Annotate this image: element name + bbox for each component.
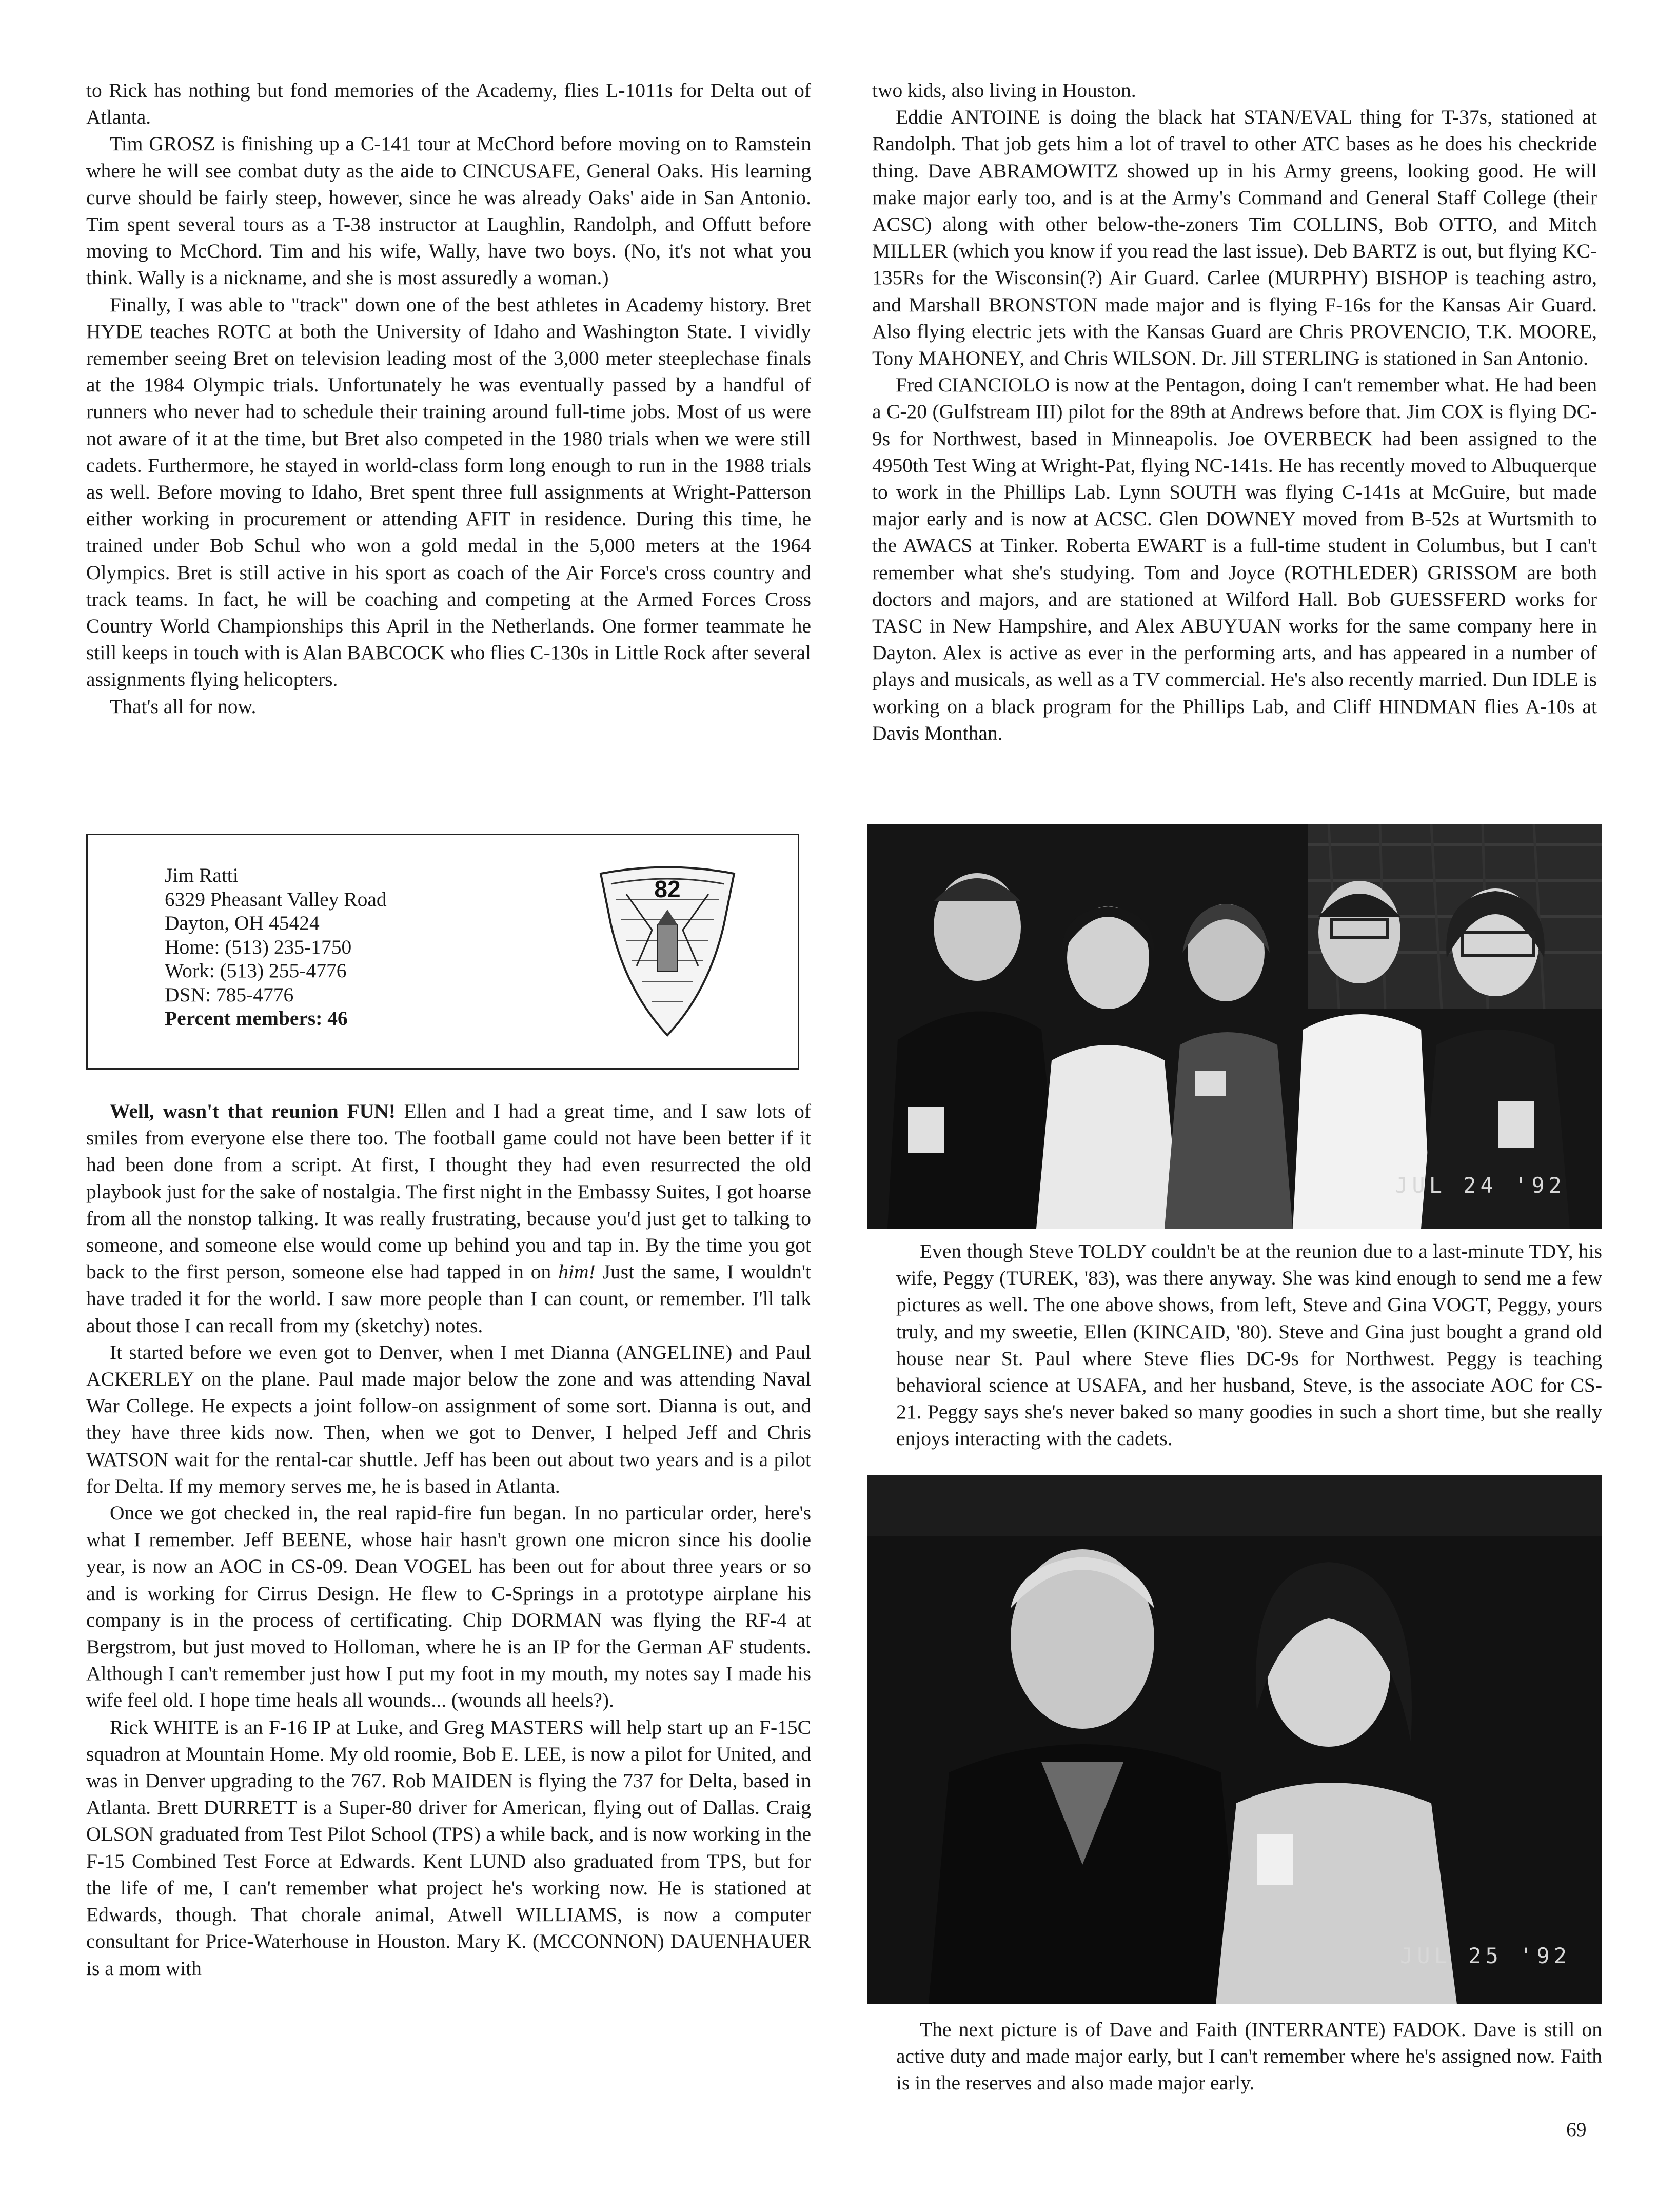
- svg-text:82: 82: [654, 876, 681, 902]
- photo-caption: [896, 1238, 1602, 1452]
- contact-work-phone: Work: (513) 255-4776: [165, 959, 347, 982]
- paragraph: It started before we even got to Denver, when I met Dianna (ANGELINE) and Paul ACKERLEY on the plane. Paul made major below the zone and was attending Naval War College. He expects a joint follow-on assignment of some sort. Dianna is out, and they have three kids now. Then, when we got to Denver, I helped Jeff and Chris WATSON wait for the rental-car shuttle. Jeff has been out about two years and is a pilot for Delta. If my memory serves me, he is based in Atlanta.: [86, 1340, 811, 1497]
- paragraph: Fred CIANCIOLO is now at the Pentagon, doing I can't remember what. He had been a C-20 (Gulfstream III) pilot for the 89th at Andrews before that. Jim COX is flying DC-9s for Northwest, based in Minneapolis. Joe OVERBECK had been assigned to the 4950th Test Wing at Wright-Pat, flying NC-141s. He has recently moved to Albuquerque to work in the Phillips Lab. Lynn SOUTH was flying C-141s at McGuire, but made major early and is now at ACSC. Glen DOWNEY moved from B-52s at Wurtsmith to the AWACS at Tinker. Roberta EWART is a full-time student in Columbus, but I can't remember what she's studying. Tom and Joyce (ROTHLEDER) GRISSOM are both doctors and majors, and are stationed at Wilford Hall. Bob GUESSFERD works for TASC in New Hampshire, and Alex ABUYUAN works for the same company here in Dayton. Alex is active as ever in the performing arts, and has appeared in a number of plays and musicals, as well as a TV commercial. He's also recently married. Dun IDLE is working on a black program for the Phillips Lab, and Cliff HINDMAN flies A-10s at Davis Monthan.: [872, 373, 1597, 744]
- lead-paragraph: Well, wasn't that reunion FUN! Ellen and I had a great time, and I saw lots of smiles from everyone else there too. The football game could not have been better if it had been done from a script. At first, I thought they had even resurrected the old playbook just for the sake of nostalgia. The first night in the Embassy Suites, I got hoarse from all the nonstop talking. It was really frustrating, because you'd just get to talking to someone, and someone else would come up behind you and tap in. By the time you got back to the first person, someone else had tapped in on him! Just the same, I wouldn't have traded it for the world. I saw more people than I can count, or remember. I'll talk about those I can recall from my (sketchy) notes.: [86, 1100, 811, 1337]
- couple-photo: [867, 1475, 1602, 2004]
- paragraph: Tim GROSZ is finishing up a C-141 tour at McChord before moving on to Ramstein where he will see combat duty as the aide to CINCUSAFE, General Oaks. His learning curve should be fairly steep, however, since he was already Oaks' aide in San Antonio. Tim spent several tours as a T-38 instructor at Laughlin, Randolph, and Offutt before moving to McChord. Tim and his wife, Wally, have two boys. (No, it's not what you think. Wally is a nickname, and she is most assuredly a woman.): [86, 132, 811, 289]
- page-number: 69: [1566, 2118, 1587, 2141]
- contact-home-phone: Home: (513) 235-1750: [165, 935, 352, 958]
- paragraph: Eddie ANTOINE is doing the black hat STAN/EVAL thing for T-37s, stationed at Randolph. That job gets him a lot of travel to other ATC bases as he does his checkride thing. Dave ABRAMOWITZ showed up in his Army greens, looking good. He will make major early too, and is at the Army's Command and General Staff College (their ACSC) along with other below-the-zoners Tim COLLINS, Bob OTTO, and Mitch MILLER (which you know if you read the last issue). Deb BARTZ is out, but flying KC-135Rs for the Wisconsin(?) Air Guard. Carlee (MURPHY) BISHOP is teaching astro, and Marshall BRONSTON made major and is flying F-16s for the Kansas Air Guard. Also flying electric jets with the Kansas Guard are Chris PROVENCIO, T.K. MOORE, Tony MAHONEY, and Chris WILSON. Dr. Jill STERLING is stationed in San Antonio.: [872, 106, 1597, 370]
- contact-info: [165, 863, 387, 1031]
- class-contact-box: [86, 834, 799, 1070]
- caption-text: Even though Steve TOLDY couldn't be at the reunion due to a last-minute TDY, his wife, Peggy (TUREK, '83), was there anyway. She was kind enough to send me a few pictures as well. The one above shows, from left, Steve and Gina VOGT, Peggy, yours truly, and my sweetie, Ellen (KINCAID, '80). Steve and Gina just bought a grand old house near St. Paul where Steve flies DC-9s for Northwest. Peggy is teaching behavioral science at USAFA, and her husband, Steve, is the associate AOC for CS-21. Peggy says she's never baked so many goodies in such a short time, but she really enjoys interacting with the cadets.: [896, 1240, 1602, 1450]
- paragraph: That's all for now.: [110, 695, 257, 718]
- caption-text: The next picture is of Dave and Faith (INTERRANTE) FADOK. Dave is still on active duty and made major early, but I can't remember where he's assigned now. Faith is in the reserves and also made major early.: [896, 2018, 1602, 2095]
- contact-name: Jim Ratti: [165, 864, 239, 886]
- left-column-top: [86, 77, 811, 720]
- contact-dsn: DSN: 785-4776: [165, 983, 294, 1006]
- photo-date-stamp: JUL 24 '92: [1395, 1173, 1566, 1198]
- right-column-top: [872, 77, 1597, 746]
- contact-address: 6329 Pheasant Valley Road: [165, 887, 387, 911]
- paragraph: to Rick has nothing but fond memories of the Academy, flies L-1011s for Delta out of Atlanta.: [86, 79, 811, 129]
- paragraph: Once we got checked in, the real rapid-fire fun began. In no particular order, here's what I remember. Jeff BEENE, whose hair hasn't grown one micron since his doolie year, is now an AOC in CS-09. Dean VOGEL has been out for about three years or so and is working for Cirrus Design. He flew to C-Springs in a prototype airplane his company is in the process of certificating. Chip DORMAN was flying the RF-4 at Bergstrom, but just moved to Holloman, where he is an IP for the German AF students. Although I can't remember just how I put my foot in my mouth, my notes say I made his wife feel old. I hope time heals all wounds... (wounds all heels?).: [86, 1502, 811, 1712]
- photo-caption: [896, 2016, 1602, 2097]
- reunion-group-photo: [867, 824, 1602, 1229]
- paragraph: Finally, I was able to "track" down one of the best athletes in Academy history. Bret HYDE teaches ROTC at both the University of Idaho and Washington State. I vividly remember seeing Bret on television leading most of the 3,000 meter steeplechase finals at the 1984 Olympic trials. Unfortunately he was eventually passed by a handful of runners who never had to schedule their training around full-time jobs. Most of us were not aware of it at the time, but Bret also competed in the 1980 trials when we were still cadets. Furthermore, he stayed in world-class form long enough to run in the 1988 trials as well. Before moving to Idaho, Bret spent three full assignments at Wright-Patterson either working in procurement or attending AFIT in residence. During this time, he trained under Bob Schul who won a gold medal in the 5,000 meters at the 1964 Olympics. Bret is still active in his sport as coach of the Air Force's cross country and track teams. In fact, he will be coaching and competing at the Armed Forces Cross Country World Championships this April in the Netherlands. One former teammate he still keeps in touch with is Alan BABCOCK who flies C-130s in Little Rock after several assignments flying helicopters.: [86, 293, 811, 691]
- contact-city: Dayton, OH 45424: [165, 912, 320, 934]
- percent-members: Percent members: 46: [165, 1007, 348, 1030]
- photo-date-stamp: JUL 25 '92: [1400, 1943, 1571, 1968]
- paragraph: Rick WHITE is an F-16 IP at Luke, and Greg MASTERS will help start up an F-15C squadron at Mountain Home. My old roomie, Bob E. LEE, is now a pilot for United, and was in Denver upgrading to the 767. Rob MAIDEN is flying the 737 for Delta, based in Atlanta. Brett DURRETT is a Super-80 driver for American, flying out of Dallas. Craig OLSON graduated from Test Pilot School (TPS) a while back, and is now working in the F-15 Combined Test Force at Edwards. Kent LUND also graduated from TPS, but for the life of me, I can't remember what project he's working now. He is stationed at Edwards, though. That chorale animal, Atwell WILLIAMS, is now a computer consultant for Price-Waterhouse in Houston. Mary K. (MCCONNON) DAUENHAUER is a mom with: [86, 1715, 811, 1980]
- left-column-bottom: [86, 1098, 811, 1982]
- paragraph: two kids, also living in Houston.: [872, 79, 1136, 102]
- class-crest-icon: [596, 863, 739, 1038]
